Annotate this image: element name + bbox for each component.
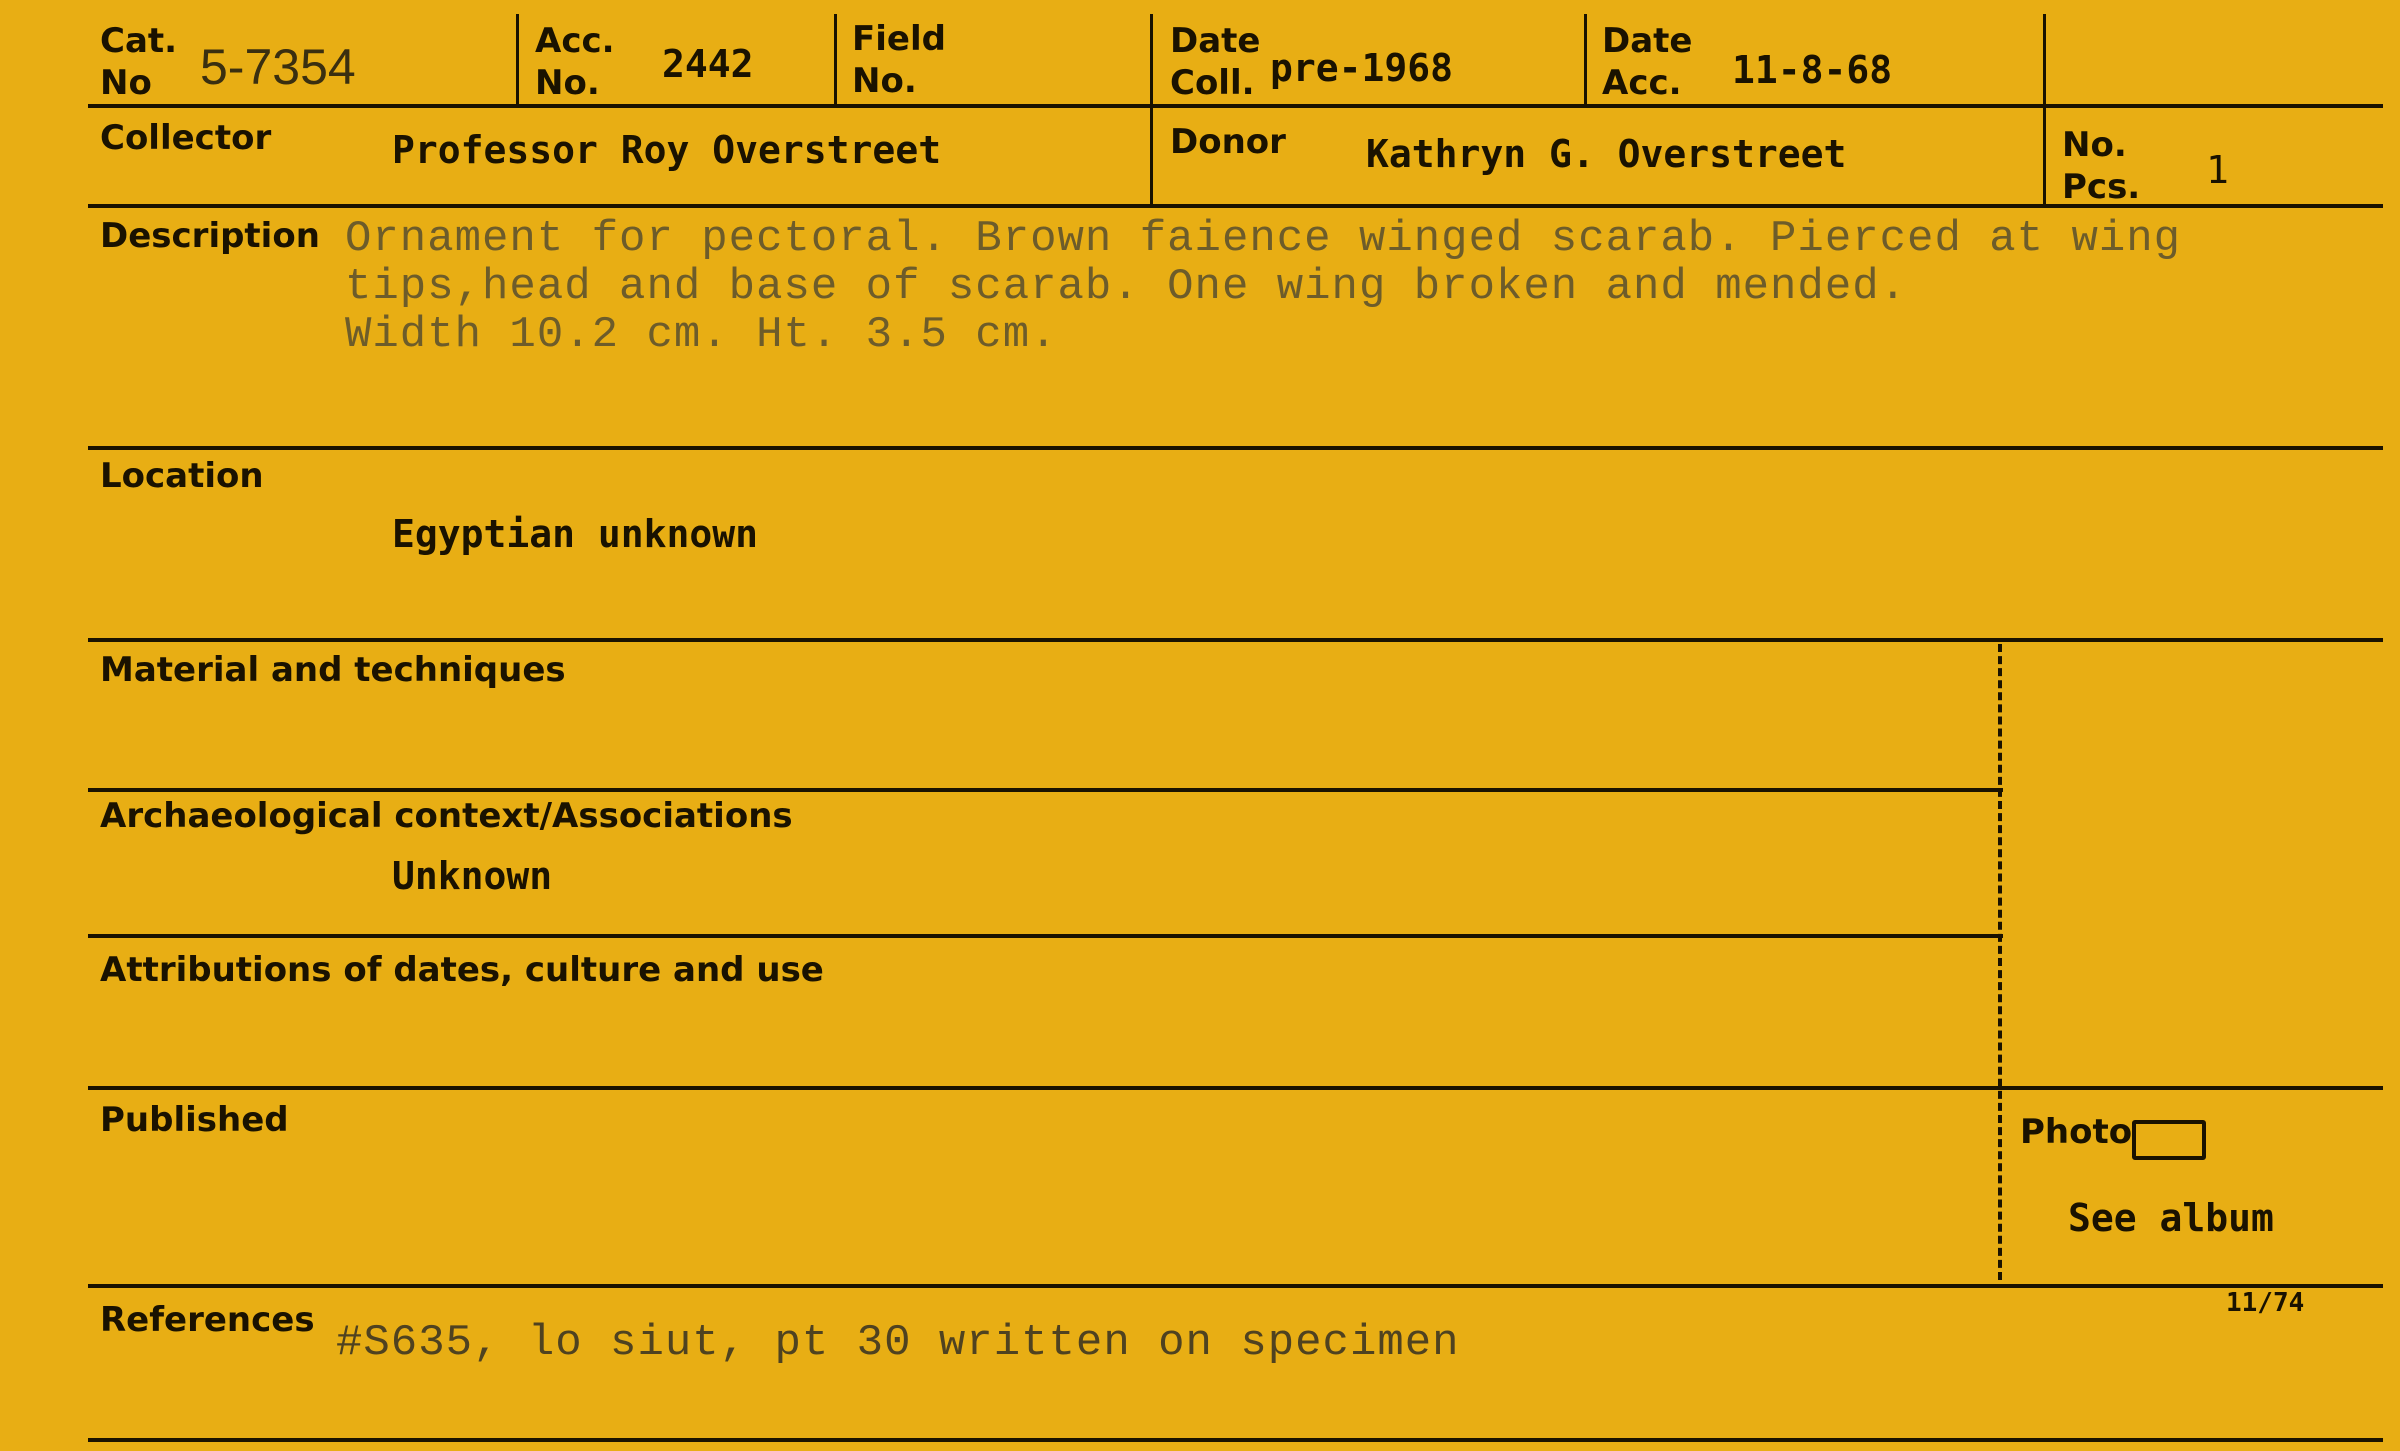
location-rule [88, 638, 2383, 642]
references-value: #S635, lo siut, pt 30 written on specimen [336, 1318, 1460, 1368]
description-label: Description [100, 216, 320, 256]
donor-value: Kathryn G. Overstreet [1366, 132, 1847, 176]
collector-label: Collector [100, 118, 272, 158]
divider-field-datecoll [1150, 14, 1153, 206]
date-coll-label: Date Coll. [1170, 21, 1261, 103]
acc-no-value: 2442 [662, 42, 754, 86]
attributions-label: Attributions of dates, culture and use [100, 950, 824, 990]
donor-label: Donor [1170, 122, 1286, 162]
acc-no-label: Acc. No. [535, 21, 615, 103]
pieces-label: No. Pcs. [2062, 125, 2141, 207]
description-line-3: Width 10.2 cm. Ht. 3.5 cm. [345, 310, 1058, 360]
published-rule [88, 1284, 2383, 1288]
form-code: 11/74 [2226, 1288, 2305, 1318]
cat-no-value: 5-7354 [200, 39, 356, 95]
photo-checkbox[interactable] [2132, 1120, 2206, 1160]
location-value: Egyptian unknown [392, 512, 759, 556]
date-coll-value: pre-1968 [1270, 46, 1454, 90]
description-line-1: Ornament for pectoral. Brown faience winged scarab. Pierced at wing [345, 214, 2182, 264]
material-label: Material and techniques [100, 650, 566, 690]
date-acc-value: 11-8-68 [1732, 48, 1893, 92]
divider-datecoll-dateacc [1584, 14, 1587, 106]
description-line-2: tips,head and base of scarab. One wing broken and mended. [345, 262, 1908, 312]
photo-column-divider [1998, 644, 2002, 1280]
references-label: References [100, 1300, 315, 1340]
attributions-rule [88, 1086, 2383, 1090]
divider-acc-field [834, 14, 837, 106]
pieces-value: 1 [2206, 148, 2229, 192]
divider-cat-acc [516, 14, 519, 106]
cat-no-label: Cat. No [100, 21, 178, 103]
published-label: Published [100, 1100, 289, 1140]
photo-note: See album [2068, 1196, 2274, 1240]
description-rule [88, 446, 2383, 450]
photo-label: Photo [2020, 1112, 2133, 1152]
collector-rule [88, 204, 2383, 208]
archaeological-label: Archaeological context/Associations [100, 796, 793, 836]
archaeological-value: Unknown [392, 854, 553, 898]
collector-value: Professor Roy Overstreet [392, 128, 942, 172]
material-rule [88, 788, 2003, 792]
bottom-rule [88, 1438, 2383, 1442]
date-acc-label: Date Acc. [1602, 21, 1693, 103]
divider-dateacc-blank [2043, 14, 2046, 206]
field-no-label: Field No. [852, 19, 946, 101]
header-rule [88, 104, 2383, 108]
archaeological-rule [88, 934, 2003, 938]
location-label: Location [100, 456, 264, 496]
